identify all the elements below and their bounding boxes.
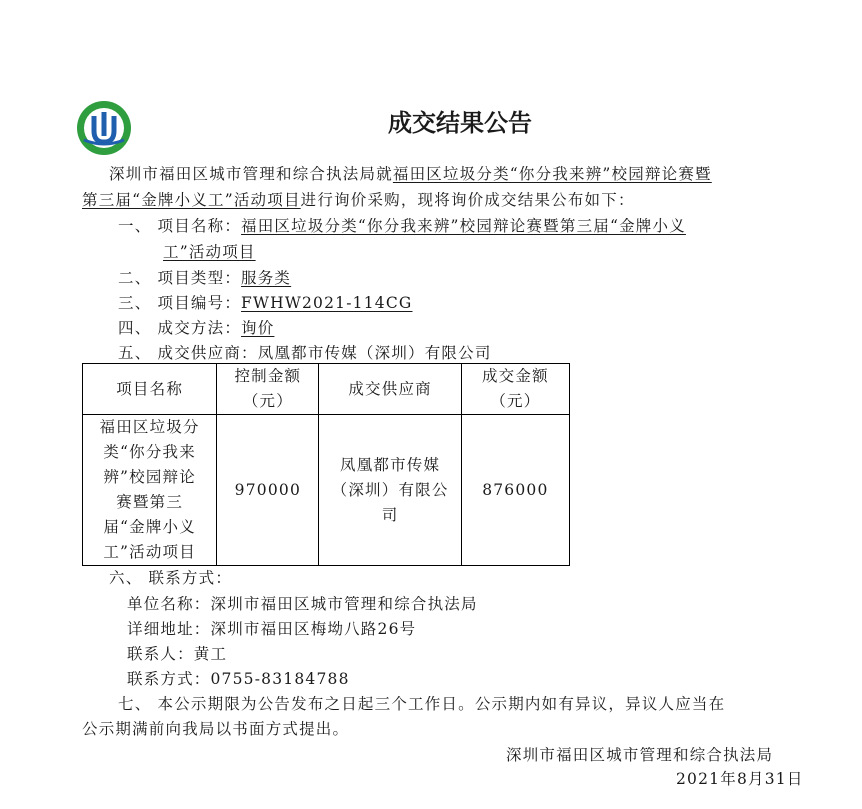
cell-project-name: 福田区垃圾分 类“你分我来 辨”校园辩论 赛暨第三 届“金牌小义 工”活动项目: [83, 415, 217, 566]
table-header-row: [83, 364, 570, 415]
intro-line-1: 深圳市福田区城市管理和综合执法局就福田区垃圾分类“你分我来辨”校园辩论赛暨: [109, 165, 712, 183]
result-table: [82, 363, 570, 566]
page-title: 成交结果公告: [388, 109, 532, 137]
footer-date: 2021年8月31日: [676, 770, 804, 788]
table-row: [83, 415, 570, 566]
cell-supplier: 凤凰都市传媒 （深圳）有限公 司: [319, 415, 461, 566]
contact-unit: 单位名称：深圳市福田区城市管理和综合执法局: [127, 595, 478, 613]
item-project-type: 二、 项目类型：服务类: [118, 269, 292, 287]
footer-org: 深圳市福田区城市管理和综合执法局: [506, 746, 774, 764]
item-project-name-cont: 工”活动项目: [163, 243, 256, 261]
item-project-name: 一、 项目名称：福田区垃圾分类“你分我来辨”校园辩论赛暨第三届“金牌小义: [118, 217, 686, 235]
contact-heading: 六、 联系方式：: [109, 569, 233, 587]
item-deal-method: 四、 成交方法：询价: [118, 319, 275, 337]
contact-address: 详细地址：深圳市福田区梅坳八路26号: [127, 620, 417, 638]
emblem-logo: [76, 100, 132, 156]
notice-line-1: 七、 本公示期限为公告发布之日起三个工作日。公示期内如有异议，异议人应当在: [118, 695, 726, 713]
contact-person: 联系人：黄工: [127, 645, 228, 663]
header-supplier: 成交供应商: [319, 364, 461, 415]
contact-phone: 联系方式：0755-83184788: [127, 670, 350, 688]
header-project-name: 项目名称: [83, 364, 217, 415]
intro-line-2: 第三届“金牌小义工”活动项目进行询价采购，现将询价成交结果公布如下：: [82, 191, 635, 209]
item-project-number: 三、 项目编号：FWHW2021-114CG: [118, 294, 413, 312]
notice-line-2: 公示期满前向我局以书面方式提出。: [82, 720, 350, 738]
header-deal-amount: 成交金额 （元）: [461, 364, 569, 415]
cell-deal-amount: 876000: [461, 415, 569, 566]
cell-control-amount: 970000: [217, 415, 319, 566]
item-supplier: 五、 成交供应商：凤凰都市传媒（深圳）有限公司: [118, 344, 492, 362]
header-control-amount: 控制金额 （元）: [217, 364, 319, 415]
